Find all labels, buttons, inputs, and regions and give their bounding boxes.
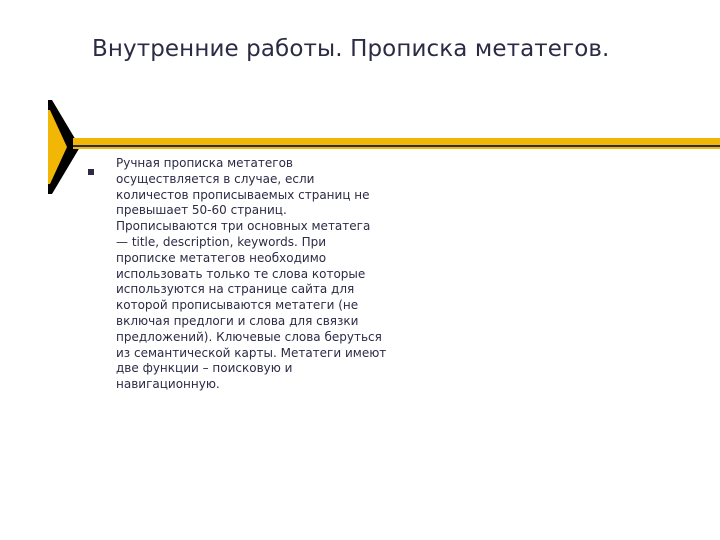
accent-stripe-yellow	[73, 138, 720, 145]
square-bullet-icon	[88, 169, 94, 175]
bullet-text: Ручная прописка метатегов осуществляется в случае, если количестов прописываемых страниц не превышает 50-60 страниц. Прописываются три основных метатега — title, description, keywords. При прописке метатегов необходимо использовать только те слова которые используются на странице сайта для которой прописываются метатеги (не включая предлоги и слова для связки предложений). Ключевые слова беруться из семантической карты. Метатеги имеют две функции – поисковую и навигационную.	[116, 156, 387, 392]
accent-stripe-dark	[73, 145, 720, 147]
slide-title: Внутренние работы. Прописка метатегов.	[92, 36, 610, 62]
accent-stripe-yellow-lower	[73, 147, 720, 149]
